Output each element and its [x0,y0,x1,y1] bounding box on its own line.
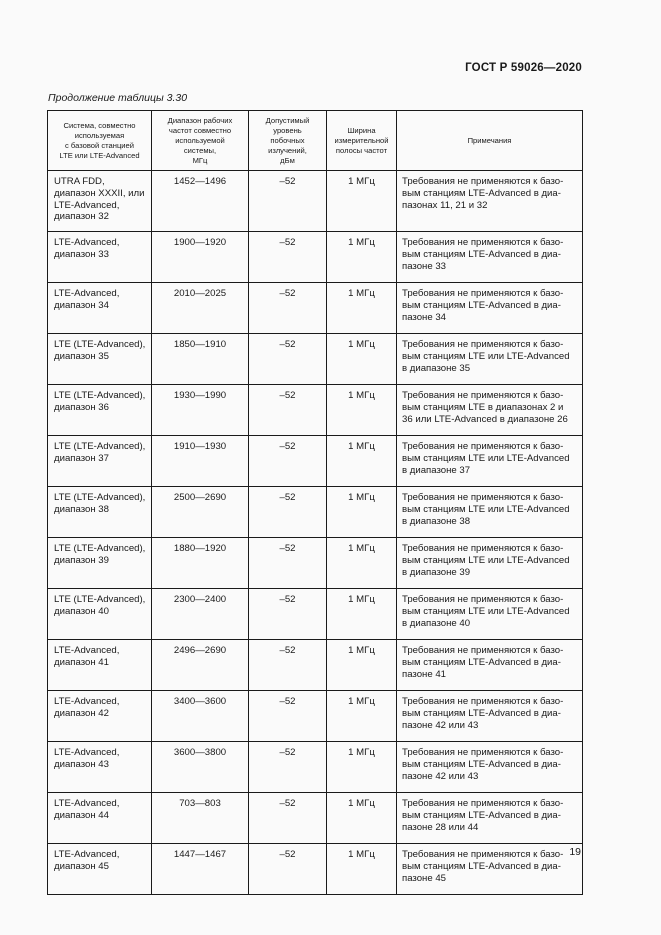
table-row [48,385,583,436]
cell-line: в диапазоне 35 [402,362,471,374]
cell-line: Требования не применяются к базо- [402,645,564,656]
cell-system [48,334,152,385]
cell-line: LTE-Advanced, [54,849,120,860]
cell-frequency-range: 2500—2690 [152,487,249,538]
cell-line: Требования не применяются к базо- [402,492,564,503]
cell-line: Требования не применяются к базо- [402,849,564,860]
header-line: Примечания [467,135,512,145]
cell-system [48,538,152,589]
cell-frequency-range: 1452—1496 [152,171,249,232]
cell-note [397,589,583,640]
cell-frequency-range: 1900—1920 [152,232,249,283]
cell-line: диапазон XXXII, или [54,187,145,199]
cell-note [397,742,583,793]
header-line: системы, [183,145,217,155]
header-line: Допустимый [265,115,310,125]
cell-line: пазоне 42 или 43 [402,719,479,731]
cell-emission-level: –52 [249,487,327,538]
cell-line: Требования не применяются к базо- [402,288,564,299]
cell-emission-level: –52 [249,334,327,385]
header-notes [397,111,583,171]
cell-line: LTE-Advanced, [54,798,120,809]
cell-line: Требования не применяются к базо- [402,339,564,350]
table-row [48,742,583,793]
cell-system [48,385,152,436]
cell-system [48,283,152,334]
table-row [48,793,583,844]
cell-emission-level: –52 [249,232,327,283]
cell-line: вым станциям LTE-Advanced в диа- [402,248,561,260]
cell-line: Требования не применяются к базо- [402,798,564,809]
cell-bandwidth: 1 МГц [327,793,397,844]
cell-line: вым станциям LTE или LTE-Advanced [402,554,570,566]
header-line: LTE или LTE-Advanced [59,150,140,160]
cell-line: вым станциям LTE-Advanced в диа- [402,809,561,821]
cell-line: Требования не применяются к базо- [402,543,564,554]
cell-emission-level: –52 [249,640,327,691]
cell-frequency-range: 3600—3800 [152,742,249,793]
cell-emission-level: –52 [249,283,327,334]
cell-emission-level: –52 [249,436,327,487]
table-header-row [48,111,583,171]
header-line: измерительной [334,135,389,145]
cell-line: диапазон 34 [54,299,109,311]
cell-emission-level: –52 [249,844,327,895]
cell-line: в диапазоне 40 [402,617,471,629]
cell-bandwidth: 1 МГц [327,436,397,487]
header-line: частот совместно [168,125,232,135]
cell-frequency-range: 2010—2025 [152,283,249,334]
page-number: 19 [569,846,581,858]
cell-frequency-range: 703—803 [152,793,249,844]
cell-line: LTE-Advanced, [54,199,120,211]
cell-emission-level: –52 [249,793,327,844]
header-line: излучений, [268,145,307,155]
cell-line: диапазон 33 [54,248,109,260]
header-bandwidth [327,111,397,171]
cell-line: LTE-Advanced, [54,645,120,656]
cell-line: пазоне 34 [402,311,447,323]
cell-bandwidth: 1 МГц [327,171,397,232]
cell-line: диапазон 43 [54,758,109,770]
cell-line: LTE (LTE-Advanced), [54,594,146,605]
cell-frequency-range: 1447—1467 [152,844,249,895]
cell-line: вым станциям LTE-Advanced в диа- [402,656,561,668]
cell-line: 36 или LTE-Advanced в диапазоне 26 [402,413,568,425]
cell-line: вым станциям LTE или LTE-Advanced [402,605,570,617]
table-row [48,844,583,895]
spurious-emissions-table [47,110,583,895]
table-row [48,589,583,640]
cell-line: в диапазоне 38 [402,515,471,527]
cell-frequency-range: 1850—1910 [152,334,249,385]
cell-emission-level: –52 [249,385,327,436]
cell-emission-level: –52 [249,742,327,793]
cell-note [397,844,583,895]
cell-line: вым станциям LTE-Advanced в диа- [402,707,561,719]
cell-emission-level: –52 [249,171,327,232]
cell-line: диапазон 35 [54,350,109,362]
cell-line: LTE-Advanced, [54,696,120,707]
cell-note [397,171,583,232]
header-emission-level [249,111,327,171]
cell-line: пазоне 28 или 44 [402,821,479,833]
cell-system [48,640,152,691]
cell-note [397,385,583,436]
cell-note [397,436,583,487]
header-line: уровень [273,125,302,135]
cell-bandwidth: 1 МГц [327,487,397,538]
cell-frequency-range: 1930—1990 [152,385,249,436]
cell-line: LTE (LTE-Advanced), [54,390,146,401]
cell-line: пазоне 45 [402,872,447,884]
cell-system [48,844,152,895]
cell-line: вым станциям LTE или LTE-Advanced [402,503,570,515]
cell-line: вым станциям LTE или LTE-Advanced [402,452,570,464]
cell-line: диапазон 38 [54,503,109,515]
cell-line: вым станциям LTE-Advanced в диа- [402,187,561,199]
cell-line: Требования не применяются к базо- [402,594,564,605]
table-row [48,640,583,691]
cell-bandwidth: 1 МГц [327,385,397,436]
cell-line: Требования не применяются к базо- [402,237,564,248]
cell-emission-level: –52 [249,691,327,742]
table-caption: Продолжение таблицы 3.30 [48,92,188,104]
cell-bandwidth: 1 МГц [327,589,397,640]
cell-line: диапазон 36 [54,401,109,413]
cell-line: Требования не применяются к базо- [402,696,564,707]
cell-note [397,538,583,589]
cell-system [48,589,152,640]
cell-line: пазонах 11, 21 и 32 [402,199,488,211]
cell-line: LTE-Advanced, [54,288,120,299]
cell-line: диапазон 45 [54,860,109,872]
header-line: МГц [192,155,208,165]
cell-bandwidth: 1 МГц [327,538,397,589]
header-line: Ширина [347,125,376,135]
header-line: используемой [175,135,225,145]
table-row [48,232,583,283]
cell-frequency-range: 1910—1930 [152,436,249,487]
cell-line: диапазон 40 [54,605,109,617]
cell-line: вым станциям LTE или LTE-Advanced [402,350,570,362]
cell-line: LTE-Advanced, [54,747,120,758]
cell-system [48,436,152,487]
header-line: Система, совместно [63,120,136,130]
cell-line: вым станциям LTE-Advanced в диа- [402,299,561,311]
cell-line: диапазон 39 [54,554,109,566]
cell-note [397,487,583,538]
cell-system [48,691,152,742]
cell-system [48,487,152,538]
table-row [48,436,583,487]
table-row [48,487,583,538]
cell-line: Требования не применяются к базо- [402,747,564,758]
table-body [48,171,583,895]
cell-emission-level: –52 [249,538,327,589]
cell-line: в диапазоне 37 [402,464,471,476]
cell-note [397,793,583,844]
cell-note [397,691,583,742]
cell-system [48,171,152,232]
cell-frequency-range: 2300—2400 [152,589,249,640]
cell-line: Требования не применяются к базо- [402,176,564,187]
cell-line: диапазон 42 [54,707,109,719]
cell-frequency-range: 2496—2690 [152,640,249,691]
document-code: ГОСТ Р 59026—2020 [465,62,582,74]
cell-line: диапазон 32 [54,211,109,223]
cell-system [48,232,152,283]
cell-line: LTE (LTE-Advanced), [54,543,146,554]
cell-line: пазоне 42 или 43 [402,770,479,782]
cell-system [48,793,152,844]
cell-frequency-range: 1880—1920 [152,538,249,589]
table-row [48,171,583,232]
cell-bandwidth: 1 МГц [327,283,397,334]
cell-bandwidth: 1 МГц [327,691,397,742]
cell-line: вым станциям LTE-Advanced в диа- [402,860,561,872]
cell-bandwidth: 1 МГц [327,334,397,385]
cell-line: в диапазоне 39 [402,566,471,578]
cell-system [48,742,152,793]
cell-note [397,232,583,283]
cell-bandwidth: 1 МГц [327,742,397,793]
table-row [48,334,583,385]
header-line: полосы частот [335,145,388,155]
header-line: дБм [280,155,295,165]
cell-line: LTE (LTE-Advanced), [54,339,146,350]
header-frequency-range [152,111,249,171]
header-line: побочных [270,135,305,145]
cell-note [397,283,583,334]
table-row [48,538,583,589]
cell-line: Требования не применяются к базо- [402,441,564,452]
cell-bandwidth: 1 МГц [327,844,397,895]
cell-line: пазоне 41 [402,668,447,680]
cell-bandwidth: 1 МГц [327,232,397,283]
cell-line: UTRA FDD, [54,176,105,187]
table-row [48,691,583,742]
cell-emission-level: –52 [249,589,327,640]
cell-line: LTE-Advanced, [54,237,120,248]
header-system [48,111,152,171]
cell-line: диапазон 37 [54,452,109,464]
header-line: Диапазон рабочих [167,115,233,125]
cell-note [397,334,583,385]
cell-line: диапазон 41 [54,656,109,668]
table-row [48,283,583,334]
cell-bandwidth: 1 МГц [327,640,397,691]
header-line: с базовой станцией [64,140,135,150]
cell-line: Требования не применяются к базо- [402,390,564,401]
cell-line: пазоне 33 [402,260,447,272]
cell-line: вым станциям LTE-Advanced в диа- [402,758,561,770]
header-line: используемая [74,130,125,140]
cell-line: LTE (LTE-Advanced), [54,441,146,452]
cell-line: диапазон 44 [54,809,109,821]
cell-line: вым станциям LTE в диапазонах 2 и [402,401,564,413]
cell-line: LTE (LTE-Advanced), [54,492,146,503]
cell-note [397,640,583,691]
cell-frequency-range: 3400—3600 [152,691,249,742]
